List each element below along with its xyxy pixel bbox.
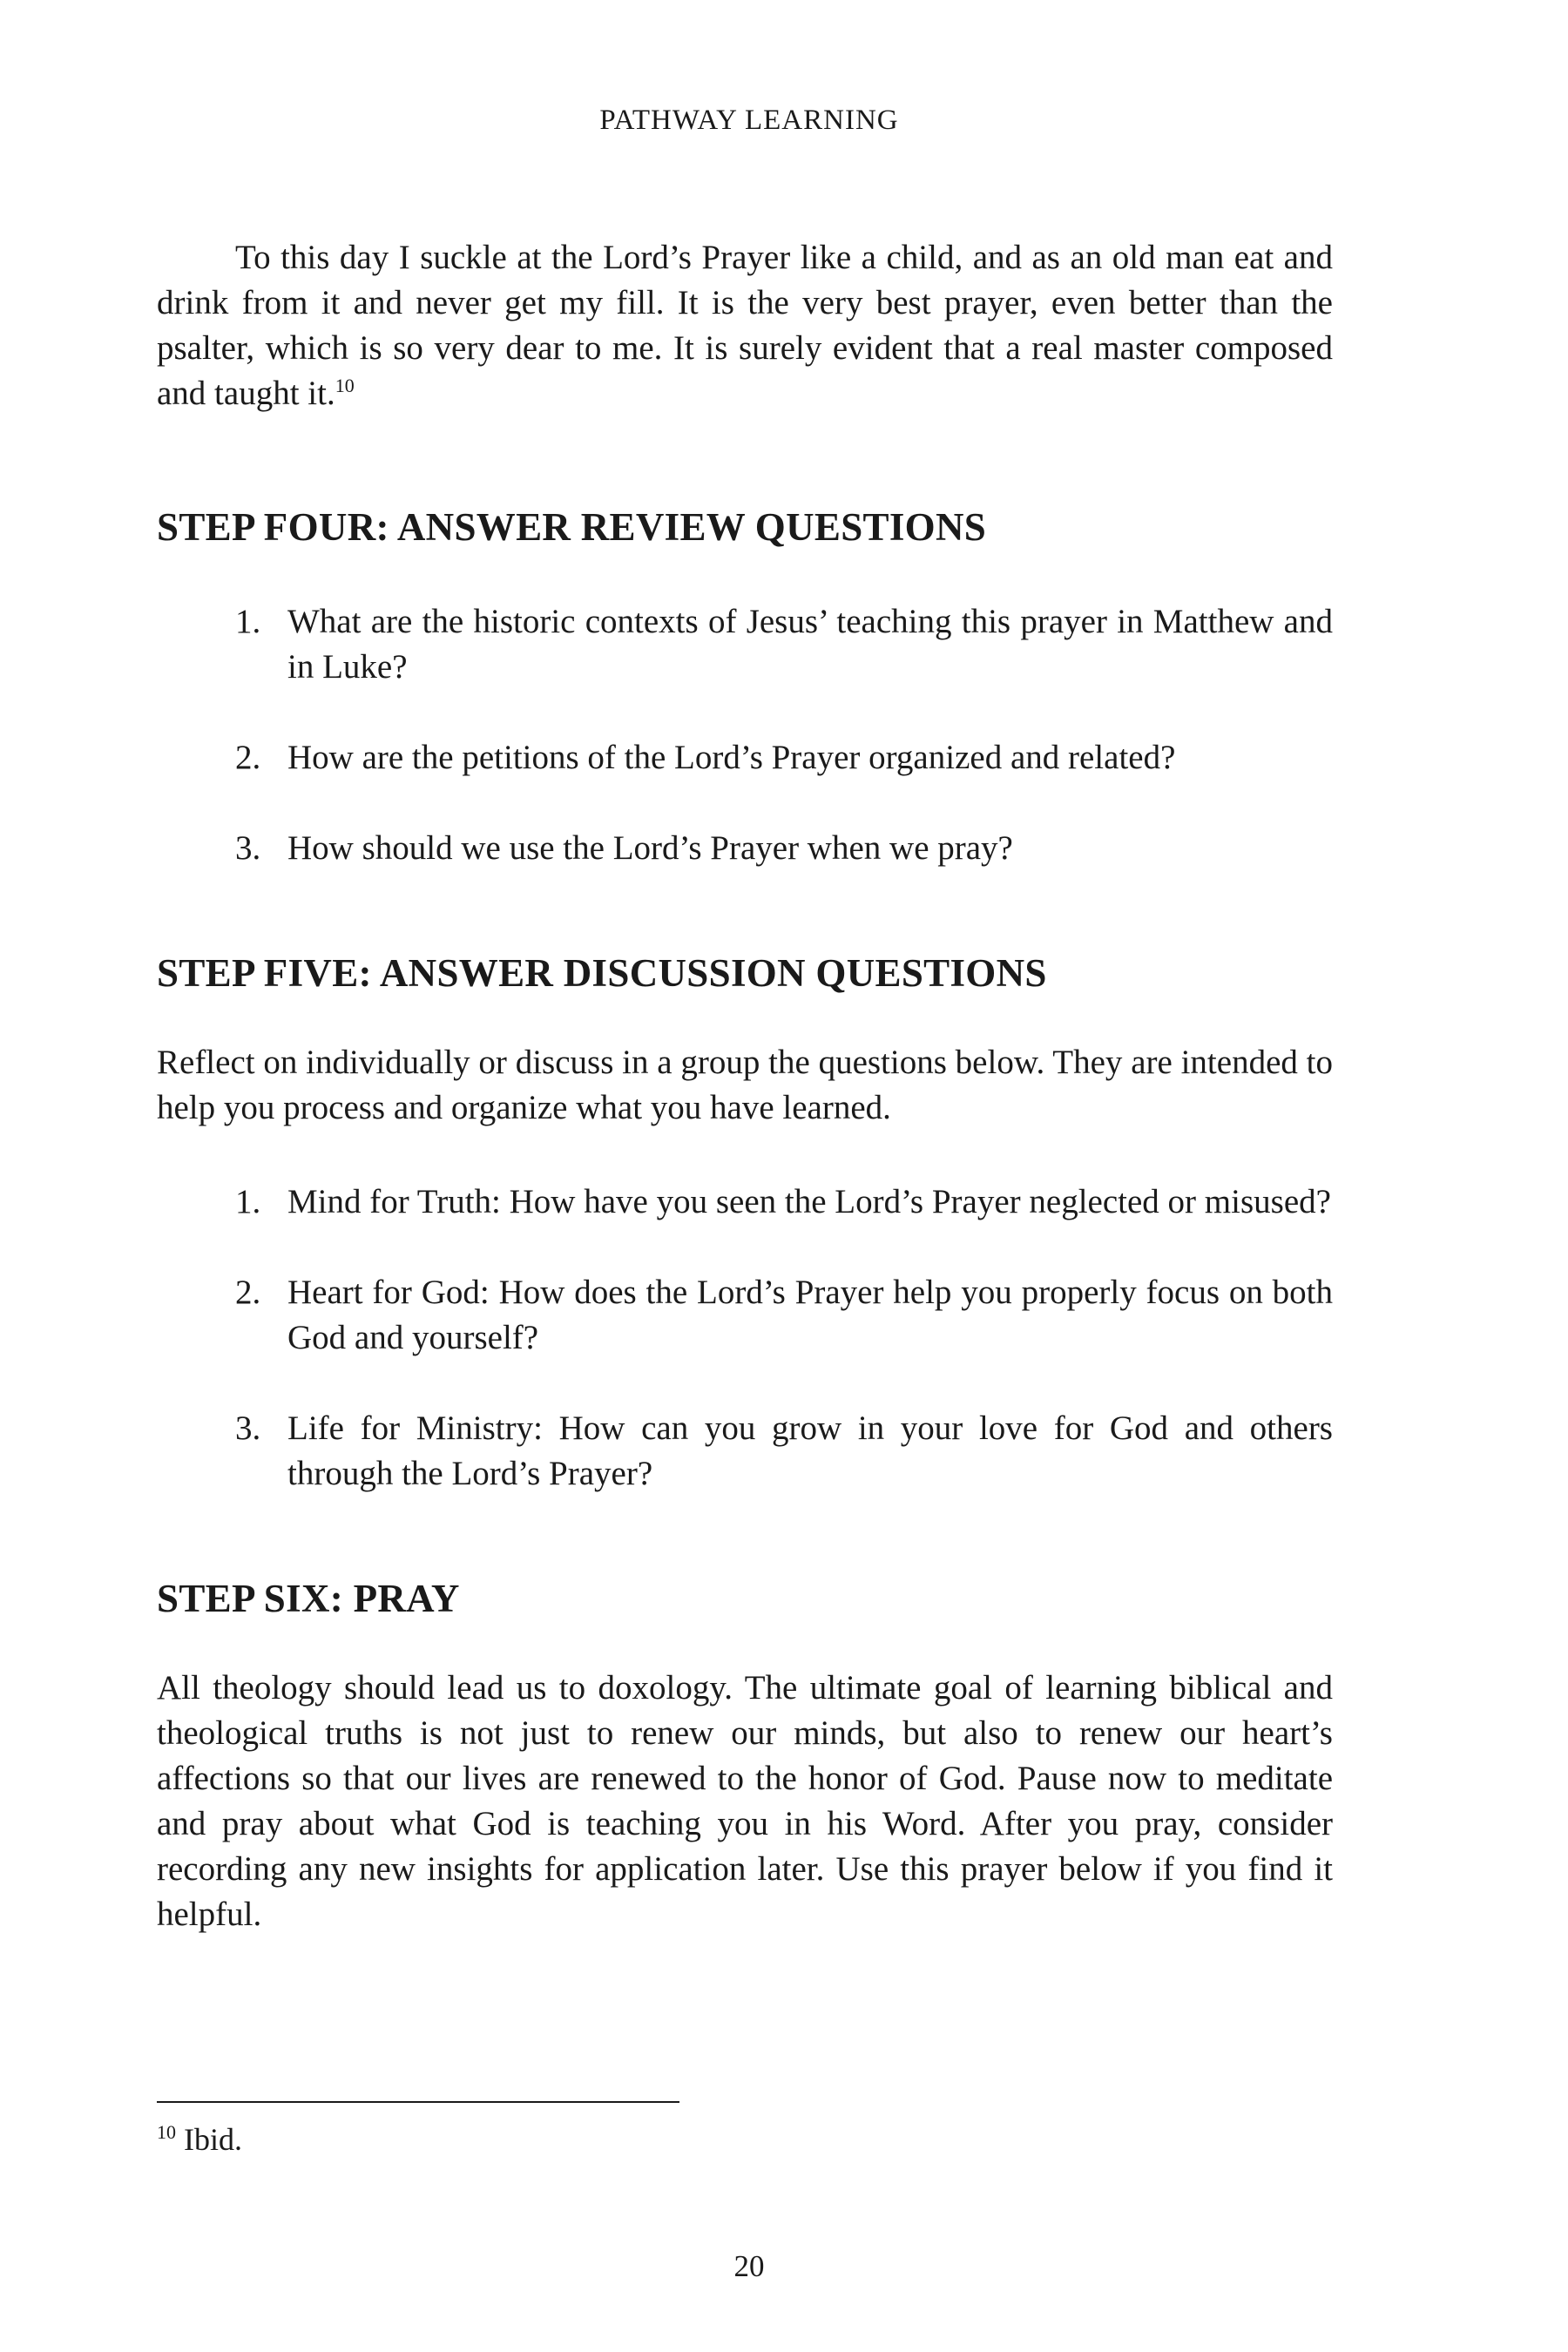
discussion-intro: Reflect on individually or discuss in a group the questions below. They are intended to help you process and organize what you have learned. [157,1044,1333,1126]
question-number: 1. [235,1183,261,1220]
footnote-divider [157,2101,679,2103]
question-text: What are the historic contexts of Jesus’ teaching this prayer in Matthew and in Luke? [287,603,1333,686]
running-header: PATHWAY LEARNING [599,105,899,136]
page-content [157,235,1333,1937]
review-questions-list [157,599,1333,871]
question-number: 3. [235,829,261,867]
footnote-number: 10 [157,2121,176,2143]
list-item [157,1270,1333,1361]
question-number: 2. [235,1274,261,1311]
question-number: 3. [235,1409,261,1447]
list-item [157,1179,1333,1225]
block-quote [157,235,1333,416]
quote-text: To this day I suckle at the Lord’s Prayer like a child, and as an old man eat and drink from it and never get my fill. It is the very best prayer, even better than the psalter, which is so very dear to me. It is surely evident that a real master composed and taught it. [157,239,1333,412]
question-number: 2. [235,739,261,776]
question-number: 1. [235,603,261,640]
heading-step-six: STEP SIX: PRAY [157,1577,460,1620]
question-text: Mind for Truth: How have you seen the Lord’s Prayer neglected or misused? [287,1183,1331,1220]
pray-paragraph: All theology should lead us to doxology. The ultimate goal of learning biblical and theological truths is not just to renew our minds, but also to renew our heart’s affections so that our lives are renewed to the honor of God. Pause now to meditate and pray about what God is teaching you in his Word. After you pray, consider recording any new insights for application later. Use this prayer below if you find it helpful. [157,1669,1333,1933]
footnote-text: Ibid. [184,2122,242,2157]
question-text: Heart for God: How does the Lord’s Prayer help you properly focus on both God and yourself? [287,1274,1333,1356]
discussion-questions-list [157,1179,1333,1497]
list-item [157,735,1333,781]
heading-step-four: STEP FOUR: ANSWER REVIEW QUESTIONS [157,505,987,549]
question-text: Life for Ministry: How can you grow in your love for God and others through the Lord’s Prayer? [287,1409,1333,1492]
heading-step-five: STEP FIVE: ANSWER DISCUSSION QUESTIONS [157,951,1047,995]
page-number: 20 [733,2249,765,2283]
footnote-reference[interactable]: 10 [335,375,355,396]
question-text: How are the petitions of the Lord’s Prayer organized and related? [287,739,1176,776]
list-item [157,1406,1333,1497]
list-item [157,826,1333,871]
question-text: How should we use the Lord’s Prayer when we pray? [287,829,1013,867]
list-item [157,599,1333,690]
footnote [157,2117,1333,2162]
